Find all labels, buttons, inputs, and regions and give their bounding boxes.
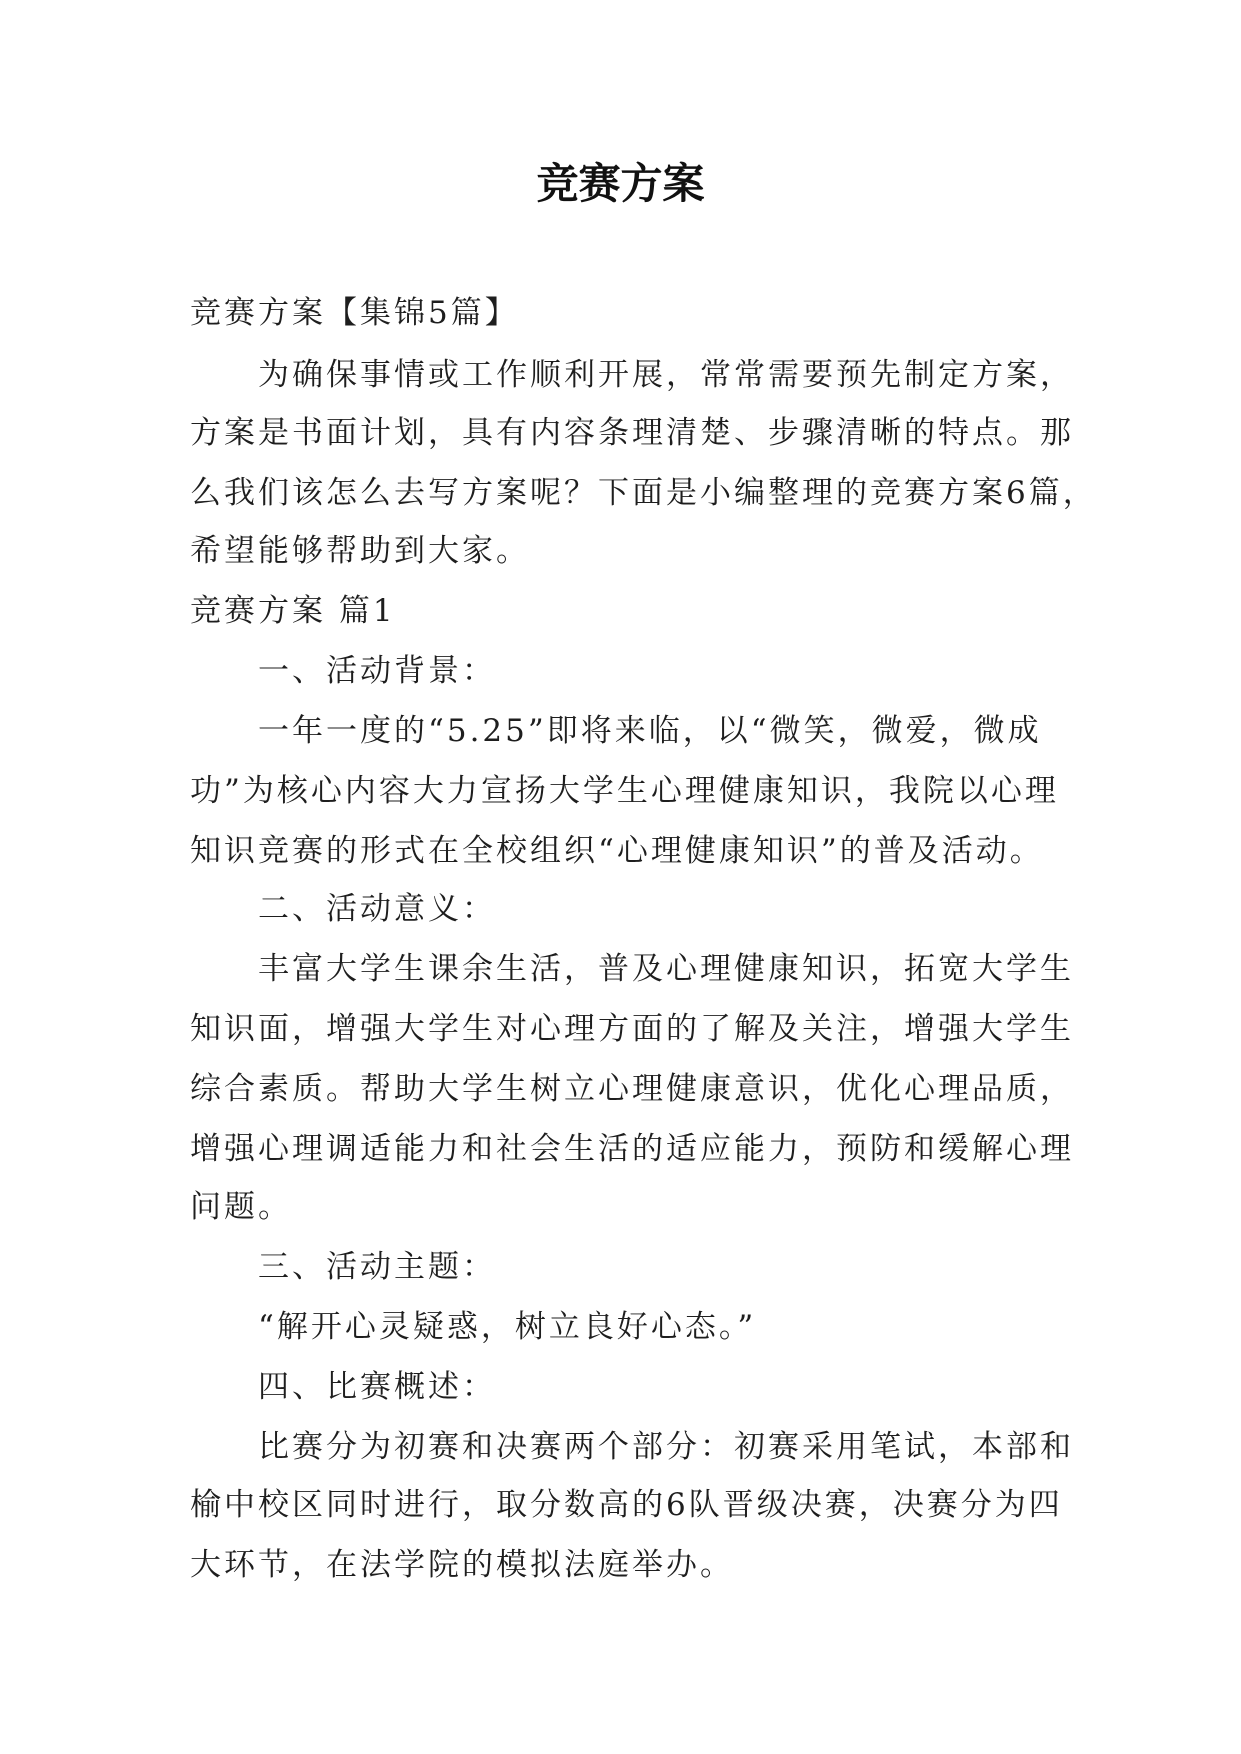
- text-line: 丰富大学生课余生活，普及心理健康知识，拓宽大学生: [190, 951, 1074, 987]
- text-line-heading: 竞赛方案 篇1: [190, 593, 396, 629]
- text-line: 二、活动意义：: [190, 891, 496, 927]
- text-line: 增强心理调适能力和社会生活的适应能力，预防和缓解心理: [190, 1131, 1074, 1167]
- text-line: 大环节，在法学院的模拟法庭举办。: [190, 1547, 734, 1583]
- text-line: 知识面，增强大学生对心理方面的了解及关注，增强大学生: [190, 1011, 1074, 1047]
- text-line: 为确保事情或工作顺利开展，常常需要预先制定方案，: [190, 357, 1074, 393]
- text-line: 四、比赛概述：: [190, 1369, 496, 1405]
- text-line: 一年一度的“5.25”即将来临，以“微笑，微爱，微成: [190, 713, 1042, 749]
- text-line: 榆中校区同时进行，取分数高的6队晋级决赛，决赛分为四: [190, 1487, 1063, 1523]
- text-line: “解开心灵疑惑，树立良好心态。”: [190, 1309, 757, 1345]
- text-line: 问题。: [190, 1189, 292, 1225]
- text-line: 比赛分为初赛和决赛两个部分：初赛采用笔试，本部和: [190, 1429, 1074, 1465]
- text-line: 么我们该怎么去写方案呢？下面是小编整理的竞赛方案6篇，: [190, 475, 1097, 511]
- document-title: 竞赛方案: [536, 159, 705, 208]
- text-line: 一、活动背景：: [190, 653, 496, 689]
- text-line: 三、活动主题：: [190, 1249, 496, 1285]
- text-line: 方案是书面计划，具有内容条理清楚、步骤清晰的特点。那: [190, 415, 1074, 451]
- text-line: 功”为核心内容大力宣扬大学生心理健康知识，我院以心理: [190, 773, 1059, 809]
- text-line: 综合素质。帮助大学生树立心理健康意识，优化心理品质，: [190, 1071, 1074, 1107]
- text-line: 知识竞赛的形式在全校组织“心理健康知识”的普及活动。: [190, 833, 1044, 869]
- text-line-heading: 竞赛方案【集锦5篇】: [190, 295, 519, 331]
- text-line: 希望能够帮助到大家。: [190, 533, 530, 569]
